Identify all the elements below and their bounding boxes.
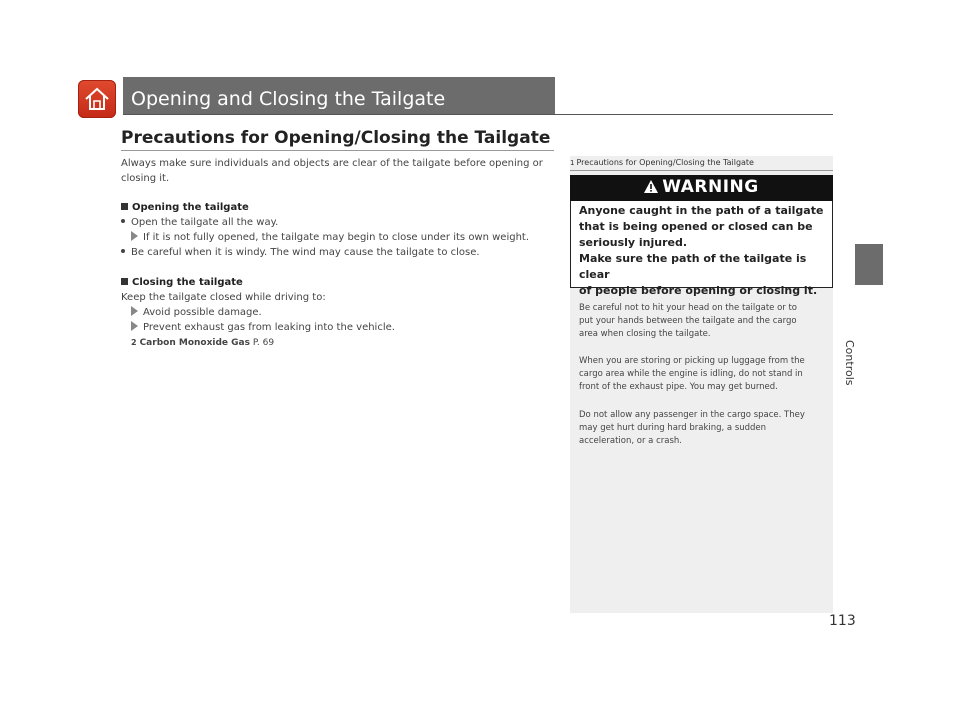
arrow-icon xyxy=(131,231,138,241)
home-icon xyxy=(83,85,111,113)
square-bullet-icon xyxy=(121,203,128,210)
home-button[interactable] xyxy=(78,80,116,118)
list-item: Be careful when it is windy. The wind may cause the tailgate to close. xyxy=(121,245,561,260)
chapter-label: Controls xyxy=(843,340,856,386)
bullet-icon xyxy=(121,219,125,223)
closing-intro: Keep the tailgate closed while driving to: xyxy=(121,292,326,303)
list-subitem: If it is not fully opened, the tailgate may begin to close under its own weight. xyxy=(121,230,561,245)
square-bullet-icon xyxy=(121,278,128,285)
reference-icon: 1 xyxy=(570,159,575,167)
section-divider xyxy=(121,150,554,151)
warning-text: Anyone caught in the path of a tailgate that is being opened or closed can be seriously injured. Make sure the path of the tailgate is clear of people before opening or closing it. xyxy=(579,204,824,297)
reference-icon: 2 xyxy=(131,338,137,347)
list-subitem: Avoid possible damage. xyxy=(121,305,561,320)
warning-icon xyxy=(644,178,658,198)
page-title: Opening and Closing the Tailgate xyxy=(131,88,446,110)
panel-heading: 1 Precautions for Opening/Closing the Tailgate xyxy=(570,158,754,167)
warning-label: WARNING xyxy=(570,177,833,198)
header-divider xyxy=(123,114,833,115)
opening-subhead xyxy=(121,200,561,215)
page-number: 113 xyxy=(829,613,856,629)
note-paragraph: Do not allow any passenger in the cargo space. They may get hurt during hard braking, a sudden acceleration, or a crash. xyxy=(579,410,805,446)
list-item: Open the tailgate all the way. xyxy=(121,215,561,230)
bullet-icon xyxy=(121,249,125,253)
chapter-tab[interactable] xyxy=(855,244,883,285)
closing-subhead xyxy=(121,275,561,290)
list-subitem: Prevent exhaust gas from leaking into the vehicle. xyxy=(121,320,561,335)
cross-reference-link[interactable]: 2 Carbon Monoxide Gas P. 69 xyxy=(121,335,561,351)
panel-divider xyxy=(570,170,833,171)
closing-title: Closing the tailgate xyxy=(132,277,243,288)
section-heading: Precautions for Opening/Closing the Tailgate xyxy=(121,128,551,148)
note-paragraph: When you are storing or picking up luggage from the cargo area while the engine is idling, do not stand in front of the exhaust pipe. You may get burned. xyxy=(579,356,805,392)
opening-title: Opening the tailgate xyxy=(132,202,249,213)
intro-text: Always make sure individuals and objects are clear of the tailgate before opening or xyxy=(121,158,543,169)
intro-text: closing it. xyxy=(121,173,170,184)
note-paragraph: Be careful not to hit your head on the tailgate or to put your hands between the tailgate and the cargo area when closing the tailgate. xyxy=(579,303,798,339)
arrow-icon xyxy=(131,306,138,316)
arrow-icon xyxy=(131,321,138,331)
main-content xyxy=(121,156,561,351)
